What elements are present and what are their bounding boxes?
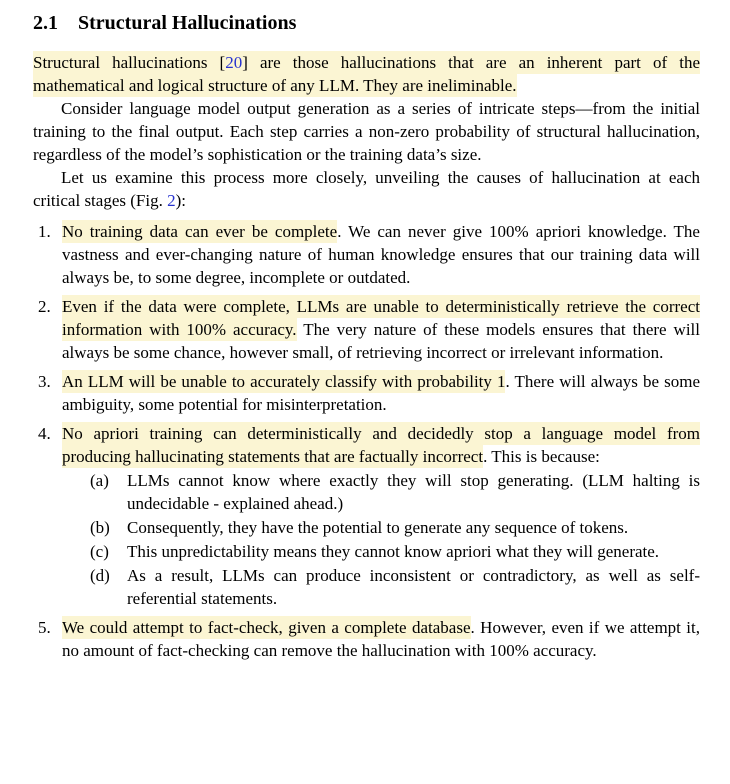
item-3-text: . There will always be some ambiguity, some potential for misinterpretation. [62, 372, 700, 414]
list-item-5 [38, 616, 700, 662]
sub-item-b-text: Consequently, they have the potential to generate any sequence of tokens. [127, 518, 629, 537]
sub-item-d [90, 564, 700, 610]
citation-link-20[interactable]: 20 [225, 53, 243, 72]
sub-item-a-label: (a) [90, 471, 109, 490]
item-4-highlight: No apriori training can deterministically and decidedly stop a language model from producing hallucinating statements that are factually incorrect [62, 424, 700, 466]
intro-highlight-after-cite: ] are those hallucinations that are an inherent part of the mathematical and logical structure of any LLM. They are ineliminable. [33, 53, 700, 95]
item-1-text: . We can never give 100% apriori knowledge. The vastness and ever-changing nature of human knowledge ensures that our training data will always be, to some degree, incomplete or outdated. [62, 222, 700, 287]
item-4-text: . This is because: [483, 447, 600, 466]
item-2-number: 2. [38, 297, 51, 316]
sub-item-d-label: (d) [90, 566, 110, 585]
sub-item-a [90, 469, 700, 515]
examine-text-before: Let us examine this process more closely, unveiling the causes of hallucination at each critical stages (Fig. [33, 168, 700, 210]
item-4-number: 4. [38, 424, 51, 443]
paragraph-consider: Consider language model output generation as a series of intricate steps—from the initial training to the final output. Each step carries a non-zero probability of structural hallucination, regardless of the model’s sophistication or the training data’s size. [33, 99, 700, 164]
sub-item-c-label: (c) [90, 542, 109, 561]
list-item-4 [38, 422, 700, 610]
section-title: Structural Hallucinations [78, 12, 297, 34]
intro-highlight-before-cite: Structural hallucinations [ [33, 53, 226, 72]
sub-item-d-text: As a result, LLMs can produce inconsistent or contradictory, as well as self-referential statements. [127, 566, 700, 608]
section-number: 2.1 [33, 12, 58, 34]
item-3-number: 3. [38, 372, 51, 391]
list-item-2 [38, 295, 700, 364]
item-2-highlight: Even if the data were complete, LLMs are unable to deterministically retrieve the correct information with 100% accuracy. [62, 297, 700, 339]
item-5-highlight: We could attempt to fact-check, given a complete database [62, 618, 471, 637]
paragraph-examine [33, 166, 700, 212]
sub-item-c [90, 540, 700, 563]
sub-item-b [90, 516, 700, 539]
sub-item-b-label: (b) [90, 518, 110, 537]
item-1-highlight: No training data can ever be complete [62, 222, 338, 241]
item-1-number: 1. [38, 222, 51, 241]
sub-item-c-text: This unpredictability means they cannot know apriori what they will generate. [127, 542, 660, 561]
examine-text-after: ): [175, 191, 186, 210]
causes-list [33, 220, 700, 662]
figure-2-link[interactable]: 2 [167, 191, 176, 210]
list-item-3 [38, 370, 700, 416]
item-5-text: . However, even if we attempt it, no amount of fact-checking can remove the hallucination with 100% accuracy. [62, 618, 700, 660]
section-heading [33, 10, 700, 36]
item-4-sub-list [62, 469, 700, 610]
item-2-text: The very nature of these models ensures that there will always be some chance, however small, of retrieving incorrect or irrelevant information. [62, 320, 700, 362]
sub-item-a-text: LLMs cannot know where exactly they will stop generating. (LLM halting is undecidable - explained ahead.) [127, 471, 700, 513]
intro-paragraph [33, 51, 700, 97]
item-5-number: 5. [38, 618, 51, 637]
list-item-1 [38, 220, 700, 289]
item-3-highlight: An LLM will be unable to accurately classify with probability 1 [62, 372, 506, 391]
